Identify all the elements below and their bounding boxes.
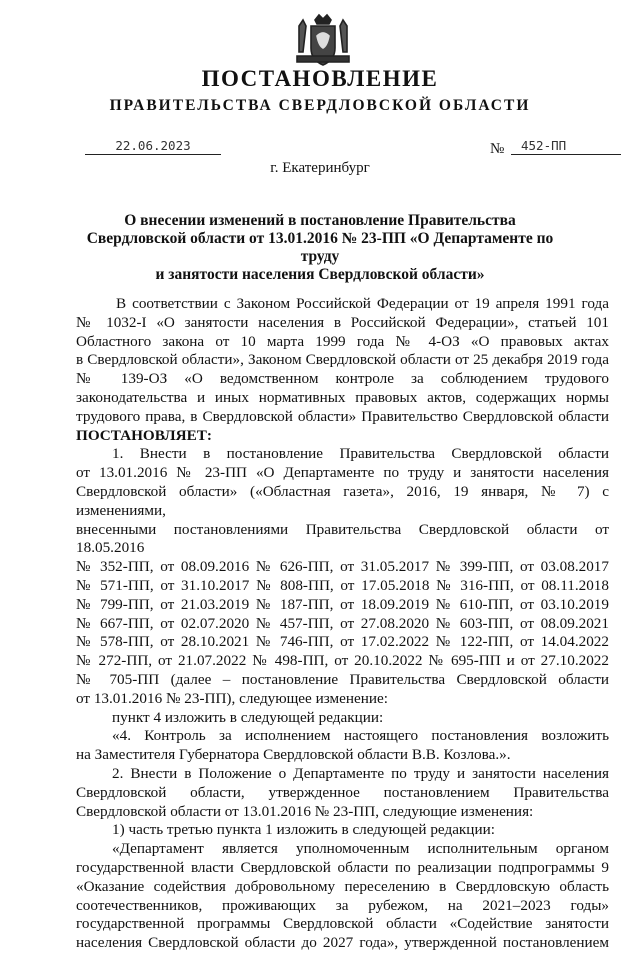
body-line: внесенными постановлениями Правительства Свердловской области от 18.05.2016 — [76, 520, 609, 557]
body-line: № 1032-I «О занятости населения в Российской Федерации», статьей 101 — [76, 313, 609, 331]
body-line: от 13.01.2016 № 23-ПП «О Департаменте по труду и занятости населения — [76, 464, 609, 482]
body-line: В соответствии с Законом Российской Федерации от 19 апреля 1991 года — [116, 295, 609, 312]
body-line: № 799-ПП, от 21.03.2019 № 187-ПП, от 18.09.2019 № 610-ПП, от 03.10.2019 — [76, 595, 609, 613]
heading-line: и занятости населения Свердловской области» — [155, 266, 485, 283]
body-line: в Свердловской области», Законом Свердловской области от 25 декабря 2019 года — [76, 351, 609, 369]
body-line-resolves: ПОСТАНОВЛЯЕТ: — [76, 426, 212, 444]
body-line: «Департамент является уполномоченным исполнительным органом — [112, 840, 609, 858]
body-line: Свердловской области, утвержденное постановлением Правительства — [76, 783, 609, 801]
body-line: соотечественников, проживающих за рубежом, на 2021–2023 годы» — [76, 896, 609, 914]
body-line: пункт 4 изложить в следующей редакции: — [112, 708, 384, 726]
coat-of-arms-icon — [293, 12, 353, 70]
body-line: Свердловской области» («Областная газета», 2016, 19 января, № 7) с изменениями, — [76, 482, 609, 519]
body-line: № 571-ПП, от 31.10.2017 № 808-ПП, от 17.05.2018 № 316-ПП, от 08.11.2018 — [76, 576, 609, 594]
body-line: государственной власти Свердловской области по реализации подпрограммы 9 — [76, 858, 609, 876]
body-line: № 667-ПП, от 02.07.2020 № 457-ПП, от 27.08.2020 № 603-ПП, от 08.09.2021 — [76, 614, 609, 632]
body-line: 1) часть третью пункта 1 изложить в следующей редакции: — [112, 821, 495, 839]
body-line: населения Свердловской области до 2027 года», утвержденной постановлением — [76, 934, 609, 952]
body-line: № 578-ПП, от 28.10.2021 № 746-ПП, от 17.02.2022 № 122-ПП, от 14.04.2022 — [76, 633, 609, 651]
heading-line: О внесении изменений в постановление Правительства — [124, 212, 516, 229]
document-body — [76, 295, 609, 953]
body-line: № 139-ОЗ «О ведомственном контроле за соблюдением трудового — [76, 370, 609, 388]
body-line: № 705-ПП (далее – постановление Правительства Свердловской области — [76, 670, 609, 688]
body-line: на Заместителя Губернатора Свердловской области В.В. Козлова.». — [76, 746, 511, 764]
document-number: 452-ПП — [511, 138, 621, 155]
document-date: 22.06.2023 — [85, 138, 221, 155]
document-heading — [70, 212, 570, 284]
body-line: «Оказание содействия добровольному переселению в Свердловскую область — [76, 877, 609, 895]
body-line: № 352-ПП, от 08.09.2016 № 626-ПП, от 31.05.2017 № 399-ПП, от 03.08.2017 — [76, 558, 609, 576]
number-label: № — [490, 141, 505, 157]
body-line: законодательства и иных нормативных правовых актов, содержащих нормы — [76, 388, 609, 406]
city: г. Екатеринбург — [270, 160, 370, 176]
heading-line: Свердловской области от 13.01.2016 № 23-ПП «О Департаменте по труду — [86, 230, 554, 265]
issuer-subtitle: ПРАВИТЕЛЬСТВА СВЕРДЛОВСКОЙ ОБЛАСТИ — [109, 97, 531, 114]
body-line: трудового права, в Свердловской области» Правительство Свердловской области — [76, 407, 609, 425]
body-line: № 272-ПП, от 21.07.2022 № 498-ПП, от 20.10.2022 № 695-ПП и от 27.10.2022 — [76, 652, 609, 670]
body-line: 2. Внести в Положение о Департаменте по труду и занятости населения — [112, 764, 609, 782]
document-type-title: ПОСТАНОВЛЕНИЕ — [201, 66, 439, 91]
body-line: от 13.01.2016 № 23-ПП), следующее изменение: — [76, 689, 388, 707]
body-line: Областного закона от 10 марта 1999 года № 4-ОЗ «О правовых актах — [76, 332, 609, 350]
body-line: Свердловской области от 13.01.2016 № 23-ПП, следующие изменения: — [76, 802, 534, 820]
body-line: 1. Внести в постановление Правительства Свердловской области — [112, 445, 609, 463]
body-line: государственной программы Свердловской области «Содействие занятости — [76, 915, 609, 933]
body-line: «4. Контроль за исполнением настоящего постановления возложить — [112, 727, 609, 745]
